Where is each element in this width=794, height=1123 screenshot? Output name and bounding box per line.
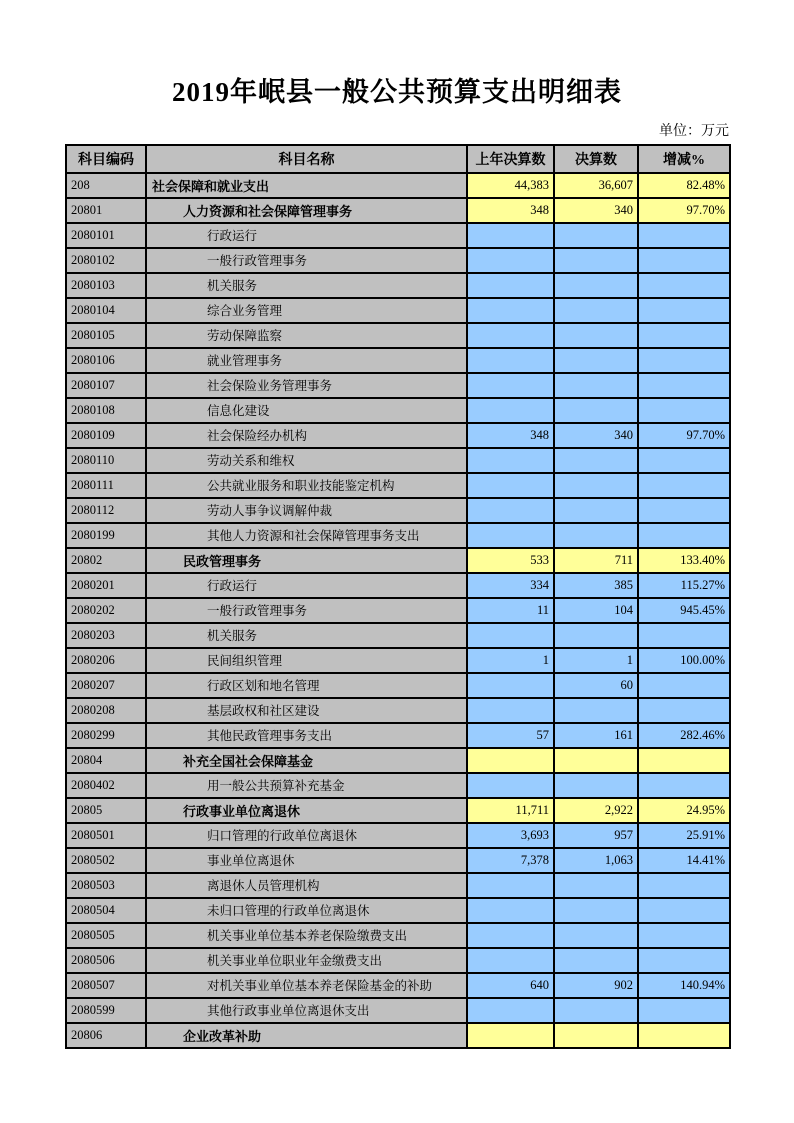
prev-year-final-cell	[467, 498, 554, 523]
col-header-subject-code: 科目编码	[66, 145, 146, 173]
final-amount-cell: 711	[554, 548, 638, 573]
final-amount-cell	[554, 623, 638, 648]
change-pct-cell: 25.91%	[638, 823, 730, 848]
subject-code-cell: 20804	[66, 748, 146, 773]
subject-name-cell: 企业改革补助	[146, 1023, 467, 1048]
table-row	[66, 773, 730, 798]
subject-code-cell: 2080110	[66, 448, 146, 473]
prev-year-final-cell: 11,711	[467, 798, 554, 823]
final-amount-cell: 340	[554, 198, 638, 223]
change-pct-cell	[638, 298, 730, 323]
table-row	[66, 373, 730, 398]
table-row	[66, 948, 730, 973]
final-amount-cell	[554, 373, 638, 398]
subject-code-cell: 2080507	[66, 973, 146, 998]
change-pct-cell	[638, 273, 730, 298]
subject-code-cell: 2080506	[66, 948, 146, 973]
subject-code-cell: 2080201	[66, 573, 146, 598]
table-row	[66, 548, 730, 573]
subject-code-cell: 2080103	[66, 273, 146, 298]
final-amount-cell	[554, 698, 638, 723]
change-pct-cell: 133.40%	[638, 548, 730, 573]
prev-year-final-cell: 57	[467, 723, 554, 748]
table-row	[66, 498, 730, 523]
subject-name-cell: 民政管理事务	[146, 548, 467, 573]
subject-code-cell: 2080501	[66, 823, 146, 848]
subject-name-cell: 对机关事业单位基本养老保险基金的补助	[146, 973, 467, 998]
final-amount-cell	[554, 873, 638, 898]
change-pct-cell: 945.45%	[638, 598, 730, 623]
table-row	[66, 448, 730, 473]
final-amount-cell: 385	[554, 573, 638, 598]
table-row	[66, 348, 730, 373]
subject-name-cell: 基层政权和社区建设	[146, 698, 467, 723]
change-pct-cell: 115.27%	[638, 573, 730, 598]
final-amount-cell	[554, 323, 638, 348]
subject-code-cell: 2080502	[66, 848, 146, 873]
final-amount-cell: 1,063	[554, 848, 638, 873]
table-row	[66, 398, 730, 423]
subject-name-cell: 事业单位离退休	[146, 848, 467, 873]
prev-year-final-cell	[467, 373, 554, 398]
table-body	[66, 173, 730, 1048]
change-pct-cell	[638, 498, 730, 523]
subject-name-cell: 社会保险业务管理事务	[146, 373, 467, 398]
subject-name-cell: 其他民政管理事务支出	[146, 723, 467, 748]
prev-year-final-cell: 11	[467, 598, 554, 623]
table-row	[66, 473, 730, 498]
table-row	[66, 873, 730, 898]
final-amount-cell	[554, 398, 638, 423]
subject-name-cell: 人力资源和社会保障管理事务	[146, 198, 467, 223]
change-pct-cell: 282.46%	[638, 723, 730, 748]
prev-year-final-cell	[467, 773, 554, 798]
final-amount-cell: 60	[554, 673, 638, 698]
final-amount-cell	[554, 998, 638, 1023]
prev-year-final-cell	[467, 1023, 554, 1048]
table-row	[66, 998, 730, 1023]
header-row	[66, 145, 730, 173]
final-amount-cell: 340	[554, 423, 638, 448]
final-amount-cell	[554, 348, 638, 373]
change-pct-cell	[638, 223, 730, 248]
table-row	[66, 198, 730, 223]
final-amount-cell	[554, 248, 638, 273]
change-pct-cell	[638, 998, 730, 1023]
subject-code-cell: 2080202	[66, 598, 146, 623]
subject-code-cell: 2080112	[66, 498, 146, 523]
prev-year-final-cell: 3,693	[467, 823, 554, 848]
subject-code-cell: 2080504	[66, 898, 146, 923]
subject-code-cell: 2080208	[66, 698, 146, 723]
table-row	[66, 748, 730, 773]
change-pct-cell	[638, 373, 730, 398]
change-pct-cell	[638, 1023, 730, 1048]
final-amount-cell: 2,922	[554, 798, 638, 823]
subject-name-cell: 劳动保障监察	[146, 323, 467, 348]
change-pct-cell	[638, 323, 730, 348]
change-pct-cell	[638, 673, 730, 698]
prev-year-final-cell	[467, 523, 554, 548]
prev-year-final-cell	[467, 898, 554, 923]
subject-name-cell: 归口管理的行政单位离退休	[146, 823, 467, 848]
final-amount-cell	[554, 898, 638, 923]
table-row	[66, 423, 730, 448]
budget-table	[65, 144, 731, 1049]
table-row	[66, 848, 730, 873]
change-pct-cell: 140.94%	[638, 973, 730, 998]
col-header-change-pct: 增减%	[638, 145, 730, 173]
change-pct-cell	[638, 923, 730, 948]
final-amount-cell	[554, 773, 638, 798]
final-amount-cell	[554, 448, 638, 473]
prev-year-final-cell	[467, 623, 554, 648]
prev-year-final-cell: 1	[467, 648, 554, 673]
subject-name-cell: 行政事业单位离退休	[146, 798, 467, 823]
table-row	[66, 648, 730, 673]
subject-code-cell: 2080503	[66, 873, 146, 898]
prev-year-final-cell: 7,378	[467, 848, 554, 873]
prev-year-final-cell: 640	[467, 973, 554, 998]
subject-code-cell: 2080101	[66, 223, 146, 248]
table-row	[66, 923, 730, 948]
final-amount-cell	[554, 223, 638, 248]
prev-year-final-cell	[467, 248, 554, 273]
table-row	[66, 173, 730, 198]
change-pct-cell	[638, 348, 730, 373]
prev-year-final-cell	[467, 298, 554, 323]
table-row	[66, 623, 730, 648]
subject-code-cell: 2080206	[66, 648, 146, 673]
prev-year-final-cell	[467, 998, 554, 1023]
table-row	[66, 223, 730, 248]
table-row	[66, 823, 730, 848]
subject-name-cell: 行政区划和地名管理	[146, 673, 467, 698]
prev-year-final-cell	[467, 323, 554, 348]
table-row	[66, 598, 730, 623]
change-pct-cell	[638, 773, 730, 798]
subject-code-cell: 2080108	[66, 398, 146, 423]
subject-name-cell: 机关服务	[146, 623, 467, 648]
subject-code-cell: 2080104	[66, 298, 146, 323]
change-pct-cell	[638, 448, 730, 473]
subject-name-cell: 用一般公共预算补充基金	[146, 773, 467, 798]
subject-code-cell: 2080106	[66, 348, 146, 373]
change-pct-cell	[638, 248, 730, 273]
final-amount-cell	[554, 498, 638, 523]
prev-year-final-cell	[467, 348, 554, 373]
final-amount-cell	[554, 1023, 638, 1048]
table-row	[66, 523, 730, 548]
subject-name-cell: 一般行政管理事务	[146, 598, 467, 623]
prev-year-final-cell	[467, 748, 554, 773]
subject-code-cell: 2080203	[66, 623, 146, 648]
prev-year-final-cell	[467, 948, 554, 973]
table-row	[66, 973, 730, 998]
final-amount-cell	[554, 748, 638, 773]
table-row	[66, 573, 730, 598]
prev-year-final-cell	[467, 448, 554, 473]
subject-name-cell: 机关服务	[146, 273, 467, 298]
unit-label: 单位：万元	[659, 123, 729, 139]
subject-code-cell: 2080599	[66, 998, 146, 1023]
subject-name-cell: 补充全国社会保障基金	[146, 748, 467, 773]
final-amount-cell	[554, 923, 638, 948]
table-row	[66, 323, 730, 348]
subject-name-cell: 其他人力资源和社会保障管理事务支出	[146, 523, 467, 548]
change-pct-cell	[638, 398, 730, 423]
subject-code-cell: 2080102	[66, 248, 146, 273]
change-pct-cell	[638, 873, 730, 898]
subject-code-cell: 2080105	[66, 323, 146, 348]
table-row	[66, 1023, 730, 1048]
subject-name-cell: 民间组织管理	[146, 648, 467, 673]
subject-name-cell: 社会保障和就业支出	[146, 173, 467, 198]
change-pct-cell	[638, 623, 730, 648]
subject-code-cell: 208	[66, 173, 146, 198]
change-pct-cell	[638, 473, 730, 498]
final-amount-cell	[554, 948, 638, 973]
table-row	[66, 273, 730, 298]
subject-name-cell: 综合业务管理	[146, 298, 467, 323]
subject-name-cell: 行政运行	[146, 223, 467, 248]
subject-code-cell: 20805	[66, 798, 146, 823]
subject-code-cell: 2080199	[66, 523, 146, 548]
subject-name-cell: 就业管理事务	[146, 348, 467, 373]
prev-year-final-cell	[467, 873, 554, 898]
table-row	[66, 723, 730, 748]
subject-name-cell: 其他行政事业单位离退休支出	[146, 998, 467, 1023]
change-pct-cell	[638, 748, 730, 773]
subject-code-cell: 2080109	[66, 423, 146, 448]
prev-year-final-cell	[467, 698, 554, 723]
subject-code-cell: 2080207	[66, 673, 146, 698]
subject-name-cell: 未归口管理的行政单位离退休	[146, 898, 467, 923]
subject-code-cell: 20806	[66, 1023, 146, 1048]
final-amount-cell	[554, 473, 638, 498]
subject-code-cell: 2080111	[66, 473, 146, 498]
subject-code-cell: 2080402	[66, 773, 146, 798]
change-pct-cell: 24.95%	[638, 798, 730, 823]
final-amount-cell	[554, 273, 638, 298]
col-header-final: 决算数	[554, 145, 638, 173]
col-header-subject-name: 科目名称	[146, 145, 467, 173]
subject-name-cell: 公共就业服务和职业技能鉴定机构	[146, 473, 467, 498]
change-pct-cell: 97.70%	[638, 198, 730, 223]
prev-year-final-cell	[467, 398, 554, 423]
subject-name-cell: 社会保险经办机构	[146, 423, 467, 448]
change-pct-cell: 82.48%	[638, 173, 730, 198]
final-amount-cell	[554, 523, 638, 548]
prev-year-final-cell	[467, 473, 554, 498]
subject-name-cell: 机关事业单位职业年金缴费支出	[146, 948, 467, 973]
table-row	[66, 298, 730, 323]
col-header-prev-year-final: 上年决算数	[467, 145, 554, 173]
prev-year-final-cell: 348	[467, 423, 554, 448]
change-pct-cell	[638, 523, 730, 548]
table-row	[66, 898, 730, 923]
subject-name-cell: 信息化建设	[146, 398, 467, 423]
prev-year-final-cell: 44,383	[467, 173, 554, 198]
prev-year-final-cell	[467, 673, 554, 698]
table-row	[66, 798, 730, 823]
change-pct-cell	[638, 898, 730, 923]
subject-name-cell: 一般行政管理事务	[146, 248, 467, 273]
final-amount-cell: 957	[554, 823, 638, 848]
change-pct-cell	[638, 698, 730, 723]
prev-year-final-cell: 348	[467, 198, 554, 223]
final-amount-cell	[554, 298, 638, 323]
final-amount-cell: 104	[554, 598, 638, 623]
prev-year-final-cell: 533	[467, 548, 554, 573]
subject-code-cell: 2080107	[66, 373, 146, 398]
subject-code-cell: 20802	[66, 548, 146, 573]
prev-year-final-cell	[467, 273, 554, 298]
subject-name-cell: 离退休人员管理机构	[146, 873, 467, 898]
final-amount-cell: 161	[554, 723, 638, 748]
change-pct-cell: 14.41%	[638, 848, 730, 873]
table-row	[66, 673, 730, 698]
table-row	[66, 248, 730, 273]
prev-year-final-cell: 334	[467, 573, 554, 598]
subject-name-cell: 机关事业单位基本养老保险缴费支出	[146, 923, 467, 948]
subject-name-cell: 劳动关系和维权	[146, 448, 467, 473]
final-amount-cell: 1	[554, 648, 638, 673]
prev-year-final-cell	[467, 223, 554, 248]
subject-name-cell: 劳动人事争议调解仲裁	[146, 498, 467, 523]
subject-code-cell: 2080505	[66, 923, 146, 948]
subject-code-cell: 20801	[66, 198, 146, 223]
table-row	[66, 698, 730, 723]
final-amount-cell: 902	[554, 973, 638, 998]
change-pct-cell	[638, 948, 730, 973]
change-pct-cell: 97.70%	[638, 423, 730, 448]
page-title: 2019年岷县一般公共预算支出明细表	[172, 77, 622, 107]
change-pct-cell: 100.00%	[638, 648, 730, 673]
subject-code-cell: 2080299	[66, 723, 146, 748]
final-amount-cell: 36,607	[554, 173, 638, 198]
prev-year-final-cell	[467, 923, 554, 948]
subject-name-cell: 行政运行	[146, 573, 467, 598]
